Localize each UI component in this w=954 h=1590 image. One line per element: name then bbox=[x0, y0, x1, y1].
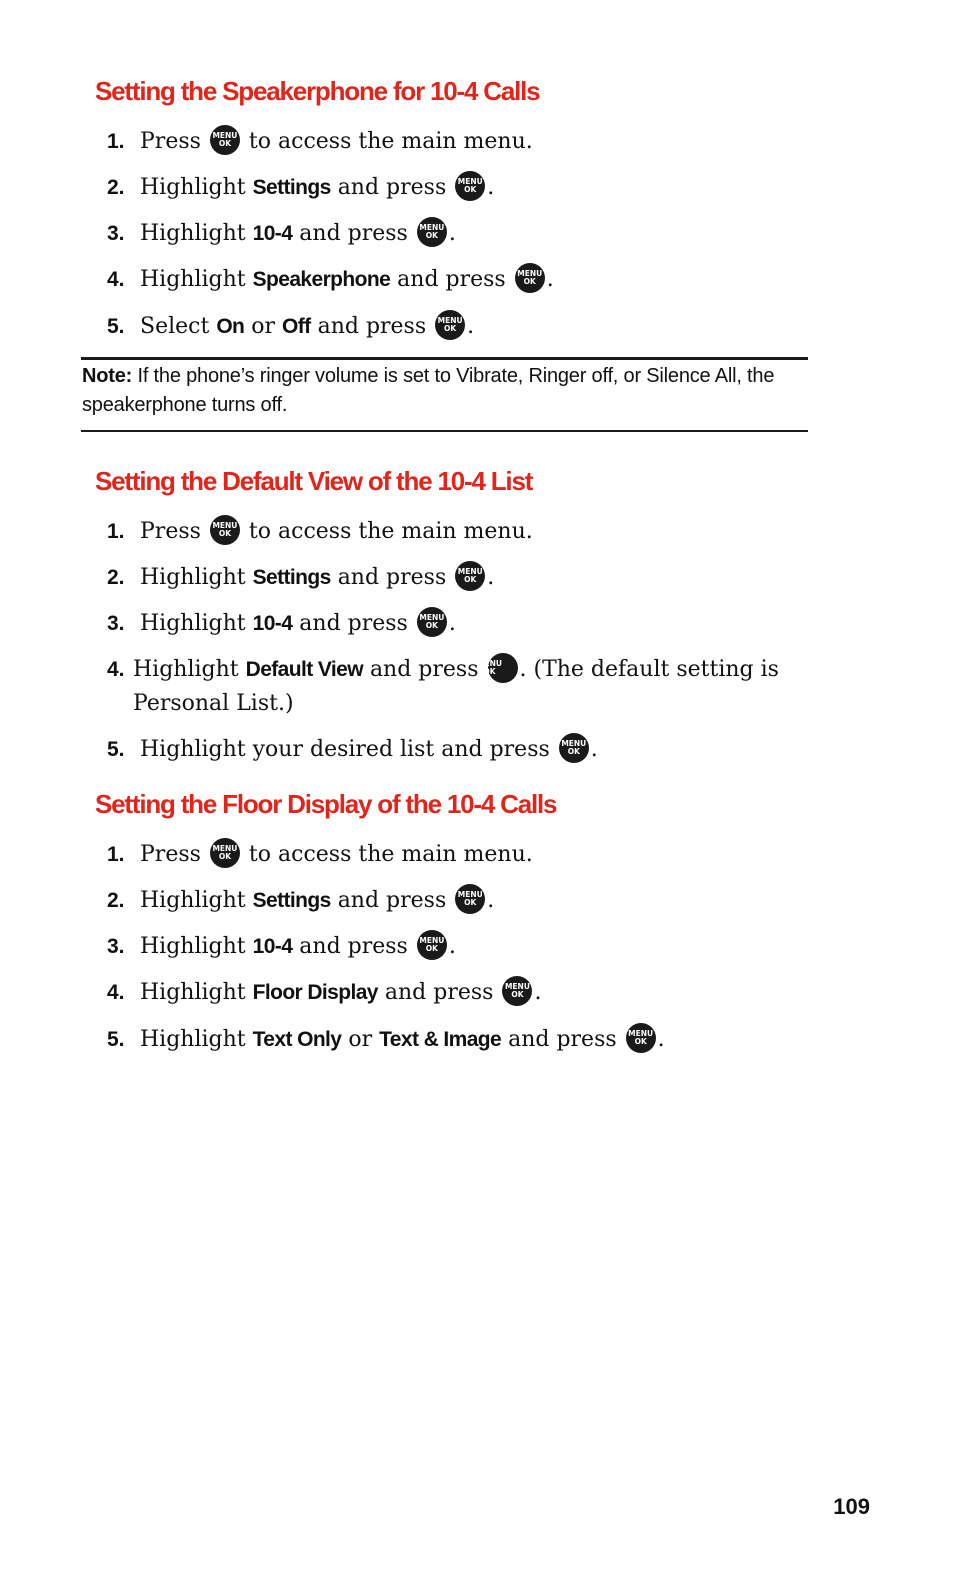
step-text: Highlight bbox=[140, 980, 246, 1005]
step-5 bbox=[107, 310, 787, 344]
note bbox=[82, 362, 782, 420]
menu-ok-key-icon: MENU OK bbox=[455, 884, 485, 914]
page-number: 109 bbox=[833, 1494, 870, 1519]
section-title-default-view: Setting the Default View of the 10-4 List bbox=[95, 466, 533, 496]
step-number: 4. bbox=[107, 981, 125, 1004]
step-3 bbox=[107, 607, 787, 641]
menu-keyword: Floor Display bbox=[252, 981, 378, 1004]
step-text: and press bbox=[369, 657, 479, 682]
step-number: 3. bbox=[107, 222, 125, 245]
step-5 bbox=[107, 733, 787, 767]
menu-ok-key-icon: MENU OK bbox=[435, 310, 465, 340]
step-text: and press bbox=[299, 934, 408, 959]
menu-ok-key-icon: MENU OK bbox=[559, 733, 589, 763]
menu-keyword: 10-4 bbox=[252, 935, 293, 958]
step-text: Highlight bbox=[133, 657, 239, 682]
menu-keyword: Settings bbox=[252, 176, 331, 199]
step-number: 1. bbox=[107, 130, 125, 153]
step-end: . bbox=[448, 934, 456, 959]
step-text: and press bbox=[337, 565, 447, 590]
step-text: to access the main menu. bbox=[248, 519, 533, 544]
step-number: 5. bbox=[107, 315, 125, 338]
step-number: 5. bbox=[107, 738, 125, 761]
menu-keyword: Off bbox=[282, 315, 311, 338]
menu-keyword: Text & Image bbox=[379, 1028, 502, 1051]
menu-ok-key-icon: MENU OK bbox=[417, 930, 447, 960]
step-text: and press bbox=[508, 1027, 617, 1052]
menu-ok-key-icon: MENU OK bbox=[210, 838, 240, 868]
note-label: Note: bbox=[82, 365, 133, 387]
step-2 bbox=[107, 884, 787, 918]
step-end: . bbox=[590, 737, 598, 762]
step-number: 5. bbox=[107, 1028, 125, 1051]
step-text: Highlight bbox=[140, 611, 246, 636]
step-number: 3. bbox=[107, 612, 125, 635]
step-3 bbox=[107, 217, 787, 251]
step-text: to access the main menu. bbox=[248, 129, 533, 154]
step-text: or bbox=[251, 314, 276, 339]
step-1 bbox=[107, 838, 787, 872]
step-end: . bbox=[467, 314, 475, 339]
step-number: 4. bbox=[107, 268, 125, 291]
step-5 bbox=[107, 1023, 787, 1057]
step-end: . bbox=[448, 611, 456, 636]
step-number: 2. bbox=[107, 889, 125, 912]
step-end: . bbox=[546, 267, 554, 292]
step-text: Highlight bbox=[140, 565, 246, 590]
step-text: Highlight bbox=[140, 267, 246, 292]
step-4 bbox=[107, 263, 787, 297]
menu-ok-key-icon: MENU OK bbox=[210, 125, 240, 155]
step-text: Press bbox=[140, 129, 201, 154]
step-text: and press bbox=[299, 611, 408, 636]
step-2 bbox=[107, 561, 787, 595]
step-number: 2. bbox=[107, 176, 125, 199]
step-text: and press bbox=[299, 221, 408, 246]
step-number: 4. bbox=[107, 658, 125, 681]
menu-keyword: 10-4 bbox=[252, 222, 293, 245]
step-text: Highlight bbox=[140, 1027, 246, 1052]
step-4 bbox=[107, 976, 787, 1010]
step-end: . bbox=[487, 175, 495, 200]
step-number: 1. bbox=[107, 843, 125, 866]
step-text: and press bbox=[317, 314, 427, 339]
menu-ok-key-icon: MENU OK bbox=[455, 171, 485, 201]
menu-keyword: Text Only bbox=[252, 1028, 342, 1051]
section-title-floor-display: Setting the Floor Display of the 10-4 Calls bbox=[95, 789, 557, 819]
step-end: . bbox=[487, 888, 495, 913]
step-text: Highlight bbox=[140, 221, 246, 246]
menu-ok-key-icon: MENU OK bbox=[417, 217, 447, 247]
step-number: 1. bbox=[107, 520, 125, 543]
menu-keyword: 10-4 bbox=[252, 612, 293, 635]
step-2 bbox=[107, 171, 787, 205]
step-end: . bbox=[534, 980, 542, 1005]
step-1 bbox=[107, 515, 787, 549]
note-text: If the phone’s ringer volume is set to Vibrate, Ringer off, or Silence All, the speakerphone turns off. bbox=[82, 365, 775, 416]
step-number: 2. bbox=[107, 566, 125, 589]
step-text: to access the main menu. bbox=[248, 842, 533, 867]
step-1 bbox=[107, 125, 787, 159]
note-top-rule bbox=[81, 357, 808, 360]
step-end: . bbox=[448, 221, 456, 246]
step-end: . (The default setting is Personal List.) bbox=[133, 657, 779, 716]
menu-ok-key-icon: MENU OK bbox=[626, 1023, 656, 1053]
menu-keyword: Speakerphone bbox=[252, 268, 391, 291]
step-text: and press bbox=[384, 980, 494, 1005]
step-text: or bbox=[348, 1027, 373, 1052]
menu-keyword: Settings bbox=[252, 889, 331, 912]
step-text: Highlight your desired list and press bbox=[140, 737, 550, 762]
menu-ok-key-icon: MENU OK bbox=[515, 263, 545, 293]
step-text: and press bbox=[337, 175, 447, 200]
step-3 bbox=[107, 930, 787, 964]
step-text: Press bbox=[140, 519, 201, 544]
step-4 bbox=[107, 653, 793, 721]
step-number: 3. bbox=[107, 935, 125, 958]
step-end: . bbox=[487, 565, 495, 590]
menu-ok-key-icon: MENU OK bbox=[455, 561, 485, 591]
section-title-speakerphone: Setting the Speakerphone for 10-4 Calls bbox=[95, 76, 540, 106]
step-text: Highlight bbox=[140, 175, 246, 200]
step-text: Select bbox=[140, 314, 210, 339]
menu-ok-key-icon: MENU OK bbox=[417, 607, 447, 637]
menu-ok-key-icon: MENU OK bbox=[488, 653, 518, 683]
step-text: Highlight bbox=[140, 888, 246, 913]
step-text: Highlight bbox=[140, 934, 246, 959]
menu-ok-key-icon: MENU OK bbox=[210, 515, 240, 545]
step-text: and press bbox=[337, 888, 447, 913]
step-text: and press bbox=[397, 267, 506, 292]
note-bottom-rule bbox=[81, 430, 808, 432]
menu-keyword: Default View bbox=[245, 658, 363, 681]
step-text: Press bbox=[140, 842, 201, 867]
menu-keyword: On bbox=[216, 315, 245, 338]
menu-ok-key-icon: MENU OK bbox=[502, 976, 532, 1006]
menu-keyword: Settings bbox=[252, 566, 331, 589]
step-end: . bbox=[657, 1027, 665, 1052]
